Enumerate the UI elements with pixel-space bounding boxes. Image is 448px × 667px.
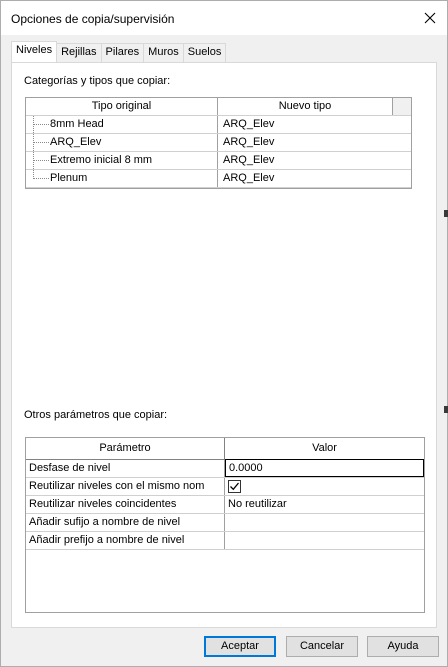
tab-suelos[interactable]: Suelos	[183, 43, 227, 62]
categories-grid-header	[26, 98, 411, 116]
level-offset-input[interactable]: 0.0000	[225, 459, 424, 477]
original-type-cell	[26, 152, 218, 169]
table-row[interactable]	[26, 116, 411, 134]
categories-grid	[25, 97, 412, 189]
parameter-name: Añadir prefijo a nombre de nivel	[26, 532, 225, 549]
table-row[interactable]	[26, 152, 411, 170]
close-icon	[424, 12, 436, 24]
original-type-cell	[26, 134, 218, 151]
parameters-grid	[25, 437, 425, 613]
prefix-input[interactable]	[225, 532, 424, 549]
new-type-cell[interactable]: ARQ_Elev	[223, 172, 275, 184]
tree-connector	[33, 134, 49, 151]
ok-button[interactable]: Aceptar	[204, 636, 276, 657]
column-header-parameter[interactable]: Parámetro	[26, 438, 225, 459]
parameter-name: Añadir sufijo a nombre de nivel	[26, 514, 225, 531]
tab-pilares[interactable]: Pilares	[101, 43, 145, 62]
table-row[interactable]	[26, 478, 424, 496]
cancel-button[interactable]: Cancelar	[286, 636, 358, 657]
original-type-label: Plenum	[50, 172, 88, 184]
edge-artifact	[444, 406, 448, 413]
table-row[interactable]	[26, 460, 424, 478]
column-header-original-type[interactable]: Tipo original	[26, 98, 218, 115]
table-row[interactable]	[26, 514, 424, 532]
parameters-grid-header	[26, 438, 424, 460]
original-type-cell	[26, 116, 218, 133]
original-type-label: ARQ_Elev	[50, 136, 102, 148]
new-type-cell[interactable]: ARQ_Elev	[223, 118, 275, 130]
suffix-input[interactable]	[225, 514, 424, 531]
table-row[interactable]	[26, 496, 424, 514]
table-row[interactable]	[26, 170, 411, 188]
column-header-value[interactable]: Valor	[312, 442, 337, 454]
edge-artifact	[444, 210, 448, 217]
header-filler	[393, 98, 411, 115]
new-type-cell[interactable]: ARQ_Elev	[223, 136, 275, 148]
tab-rejillas[interactable]: Rejillas	[56, 43, 101, 62]
reuse-matching-select[interactable]: No reutilizar	[228, 498, 287, 510]
original-type-cell	[26, 170, 218, 187]
parameter-name: Desfase de nivel	[26, 460, 225, 477]
new-type-cell[interactable]: ARQ_Elev	[223, 154, 275, 166]
tree-connector	[33, 170, 49, 187]
reuse-same-name-checkbox[interactable]	[228, 480, 241, 493]
column-header-new-type[interactable]: Nuevo tipo	[218, 98, 393, 115]
tab-panel	[11, 62, 437, 628]
checkmark-icon	[230, 482, 239, 491]
tab-niveles[interactable]: Niveles	[11, 41, 57, 62]
reuse-same-name-cell	[225, 478, 424, 495]
table-row[interactable]	[26, 532, 424, 550]
title-bar	[1, 1, 447, 35]
tree-connector	[33, 152, 49, 169]
tree-connector	[33, 116, 49, 133]
table-row[interactable]	[26, 134, 411, 152]
parameters-label: Otros parámetros que copiar:	[24, 409, 168, 421]
tab-strip	[11, 42, 225, 62]
dialog-title: Opciones de copia/supervisión	[11, 12, 175, 26]
close-button[interactable]	[413, 1, 447, 35]
original-type-label: Extremo inicial 8 mm	[50, 154, 153, 166]
parameter-name: Reutilizar niveles con el mismo nom	[26, 478, 225, 495]
tab-muros[interactable]: Muros	[143, 43, 184, 62]
parameter-name: Reutilizar niveles coincidentes	[26, 496, 225, 513]
categories-label: Categorías y tipos que copiar:	[24, 75, 171, 87]
original-type-label: 8mm Head	[50, 118, 104, 130]
help-button[interactable]: Ayuda	[367, 636, 439, 657]
